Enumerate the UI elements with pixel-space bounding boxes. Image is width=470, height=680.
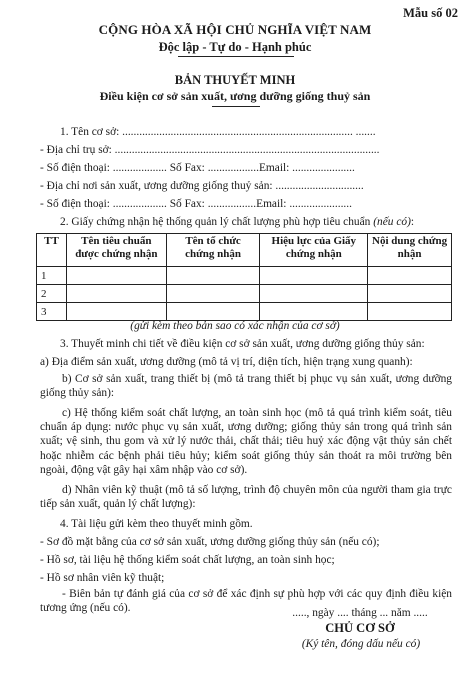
section3-c: [40, 406, 452, 477]
table-cell: [260, 285, 368, 303]
section3-intro: 3. Thuyết minh chi tiết về điều kiện cơ sở sản xuất, ương dưỡng giống thủy sản:: [60, 338, 425, 350]
table-cell: [368, 267, 452, 285]
table-cell: [368, 303, 452, 321]
table-cell: [368, 285, 452, 303]
certificate-table: [36, 233, 452, 321]
signature-date-line: ....., ngày .... tháng ... năm .....: [292, 607, 428, 619]
table-cell: [66, 303, 166, 321]
header-content: Nội dung chứng nhận: [368, 234, 452, 267]
field-quality-certificate: [60, 215, 414, 229]
row-number: 1: [37, 267, 67, 285]
quality-certificate-label: 2. Giấy chứng nhận hệ thống quản lý chất lượng phù hợp tiêu chuẩn: [60, 216, 371, 228]
table-cell: [166, 267, 260, 285]
section3-d: [40, 483, 452, 511]
section3-b-text: b) Cơ sở sản xuất, trang thiết bị (mô tả trang thiết bị phục vụ sản xuất, ương dưỡng giống thủy sản):: [40, 373, 452, 400]
section3-d-text: d) Nhân viên kỹ thuật (mô tả số lượng, trình độ chuyên môn của người tham gia trực tiếp sản xuất, quản lý chất lượng):: [40, 484, 452, 511]
table-cell: [260, 303, 368, 321]
header-standard-name: Tên tiêu chuẩn được chứng nhận: [66, 234, 166, 267]
quality-certificate-note: (nếu có): [373, 216, 411, 228]
document-title: BẢN THUYẾT MINH: [174, 73, 296, 87]
section3-c-text: c) Hệ thống kiểm soát chất lượng, an toàn sinh học (mô tả quá trình kiểm soát, tiêu chuẩn áp dụng: nước phục vụ sản xuất, ương dưỡng; giống thủy sản trong quá trình sản xuất; vệ sinh, thu gom và xử lý nước thải, chất thải; tiêu huỷ xác động vật thủy sản chết hoặc nhiễm các bệnh phải tiêu hủy; kiểm soát giống thủy sản thoát ra môi trường bên ngoài, động vật gây hại xâm nhập vào cơ sở).: [40, 407, 452, 476]
table-row: [37, 285, 452, 303]
attachment-item: - Hồ sơ, tài liệu hệ thống kiểm soát chất lượng, an toàn sinh học;: [40, 554, 335, 566]
table-row: [37, 267, 452, 285]
header-no: TT: [37, 234, 67, 267]
field-contact-phone-fax-email: - Số điện thoại: ................... Số Fax: ..................Email: ......................: [40, 162, 355, 174]
header-validity: Hiệu lực của Giấy chứng nhận: [260, 234, 368, 267]
national-title: CỘNG HÒA XÃ HỘI CHỦ NGHĨA VIỆT NAM: [98, 22, 372, 37]
document-subtitle: Điều kiện cơ sở sản xuất, ương dưỡng giống thuỷ sản: [99, 89, 371, 103]
table-row: [37, 303, 452, 321]
table-cell: [166, 285, 260, 303]
section3-b: [40, 372, 452, 400]
quality-certificate-colon: :: [410, 216, 415, 228]
table-header-row: [37, 234, 452, 267]
signature-title: CHỦ CƠ SỞ: [325, 621, 395, 635]
section3-a: a) Địa điểm sản xuất, ương dưỡng (mô tả vị trí, diện tích, hiện trạng xung quanh):: [40, 356, 413, 368]
national-motto: Độc lập - Tự do - Hạnh phúc: [158, 40, 312, 54]
attachment-item-text: - Biên bản tự đánh giá của cơ sở để xác định sự phù hợp với các quy định điều kiện tương ứng (nếu có).: [40, 588, 452, 615]
motto-underline: [178, 56, 294, 57]
attachment-item: - Hồ sơ nhân viên kỹ thuật;: [40, 572, 165, 584]
table-cell: [66, 285, 166, 303]
field-head-office-address: - Địa chỉ trụ sở: .............................................................................................: [40, 144, 380, 156]
row-number: 2: [37, 285, 67, 303]
header-certifying-org: Tên tổ chức chứng nhận: [166, 234, 260, 267]
attachment-item: - Sơ đồ mặt bằng của cơ sở sản xuất, ương dưỡng giống thủy sản (nếu có);: [40, 536, 380, 548]
table-cell: [166, 303, 260, 321]
field-production-phone-fax-email: - Số điện thoại: ................... Số Fax: .................Email: ......................: [40, 198, 352, 210]
table-cell: [260, 267, 368, 285]
table-note: (gửi kèm theo bản sao có xác nhận của cơ sở): [130, 320, 340, 332]
row-number: 3: [37, 303, 67, 321]
section4-intro: 4. Tài liệu gửi kèm theo thuyết minh gồm.: [60, 518, 253, 530]
signature-note: (Ký tên, đóng dấu nếu có): [301, 638, 421, 650]
table-cell: [66, 267, 166, 285]
field-facility-name: 1. Tên cơ sở: ................................................................................. .......: [60, 126, 376, 138]
form-number: Mẫu số 02: [403, 6, 458, 20]
title-underline: [212, 106, 260, 107]
field-production-address: - Địa chỉ nơi sản xuất, ương dưỡng giống thuỷ sản: ...............................: [40, 180, 364, 192]
